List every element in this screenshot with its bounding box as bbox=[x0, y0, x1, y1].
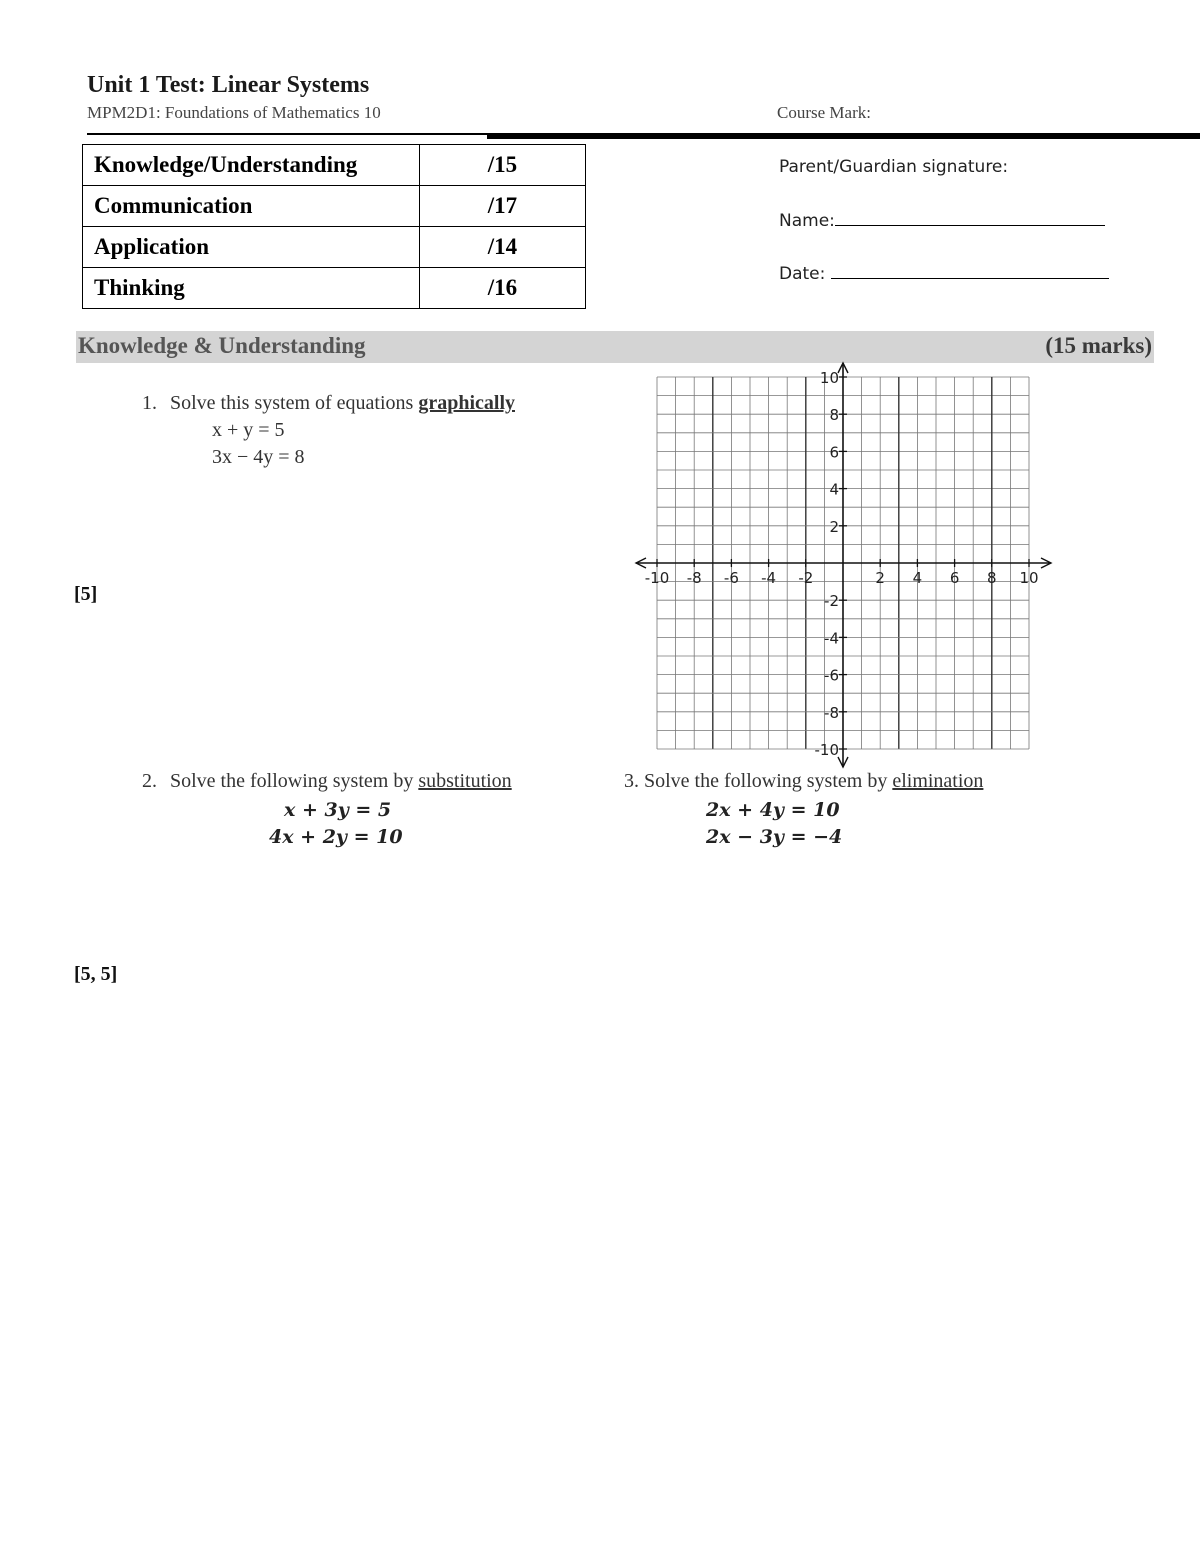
y-tick-label: 10 bbox=[819, 369, 839, 387]
q1-equation-2: 3x − 4y = 8 bbox=[212, 446, 305, 468]
y-tick-label: -6 bbox=[824, 666, 839, 685]
marks-table bbox=[82, 144, 586, 309]
table-row bbox=[83, 145, 586, 186]
grid-axes bbox=[636, 363, 1051, 767]
score-cell: /17 bbox=[420, 186, 586, 227]
name-field-row bbox=[779, 209, 1105, 231]
y-tick-label: 8 bbox=[829, 406, 839, 425]
category-cell: Application bbox=[83, 227, 420, 268]
x-tick-label: 6 bbox=[949, 569, 960, 587]
category-cell: Thinking bbox=[83, 268, 420, 309]
question-text: 3. Solve the following system by bbox=[624, 770, 893, 792]
x-tick-label: 4 bbox=[912, 569, 923, 587]
q1-marks: [5] bbox=[74, 583, 98, 605]
x-tick-label: 8 bbox=[987, 569, 997, 587]
name-label: Name: bbox=[779, 211, 835, 231]
course-subtitle: MPM2D1: Foundations of Mathematics 10 bbox=[87, 103, 381, 122]
question-method: substitution bbox=[418, 770, 512, 792]
name-line[interactable] bbox=[835, 209, 1105, 226]
y-tick-label: 6 bbox=[829, 443, 839, 462]
q2-equation-1: x + 3y = 5 bbox=[284, 799, 392, 821]
y-tick-label: -8 bbox=[824, 703, 839, 722]
signature-label: Parent/Guardian signature: bbox=[779, 157, 1009, 177]
question-3 bbox=[624, 770, 983, 793]
section-marks: (15 marks) bbox=[1045, 333, 1152, 358]
header-rule-thin bbox=[87, 133, 487, 135]
score-cell: /14 bbox=[420, 227, 586, 268]
score-cell: /16 bbox=[420, 268, 586, 309]
coordinate-grid bbox=[620, 355, 1070, 770]
x-tick-label: -2 bbox=[798, 569, 814, 587]
q3-equation-2: 2x − 3y = −4 bbox=[706, 826, 843, 848]
q2-equation-2: 4x + 2y = 10 bbox=[269, 826, 403, 848]
score-cell: /15 bbox=[420, 145, 586, 186]
q1-equation-1: x + y = 5 bbox=[212, 419, 285, 441]
x-tick-label: -6 bbox=[723, 569, 739, 587]
date-line[interactable] bbox=[831, 262, 1109, 279]
question-emphasis: graphically bbox=[418, 392, 515, 414]
table-row bbox=[83, 227, 586, 268]
y-tick-label: 2 bbox=[829, 517, 839, 536]
y-tick-label: -10 bbox=[814, 741, 839, 759]
question-number: 1. bbox=[142, 392, 157, 414]
grid-labels bbox=[645, 369, 1039, 759]
question-text: Solve this system of equations bbox=[170, 392, 419, 414]
category-cell: Knowledge/Understanding bbox=[83, 145, 420, 186]
date-field-row bbox=[779, 262, 1109, 284]
y-tick-label: -4 bbox=[824, 629, 839, 648]
x-tick-label: -4 bbox=[761, 569, 777, 587]
x-tick-label: -8 bbox=[686, 569, 702, 587]
section-title: Knowledge & Understanding bbox=[78, 333, 366, 358]
question-method: elimination bbox=[892, 770, 984, 792]
x-tick-label: 2 bbox=[875, 569, 885, 587]
question-2 bbox=[142, 770, 512, 793]
y-tick-label: -2 bbox=[824, 592, 839, 611]
table-row bbox=[83, 268, 586, 309]
question-text: Solve the following system by bbox=[170, 770, 419, 792]
y-tick-label: 4 bbox=[829, 480, 839, 499]
q3-equation-1: 2x + 4y = 10 bbox=[706, 799, 840, 821]
question-1 bbox=[142, 392, 515, 415]
category-cell: Communication bbox=[83, 186, 420, 227]
q23-marks: [5, 5] bbox=[74, 963, 118, 985]
test-title: Unit 1 Test: Linear Systems bbox=[87, 72, 370, 98]
x-tick-label: -10 bbox=[644, 569, 670, 587]
date-label: Date: bbox=[779, 264, 826, 284]
table-row bbox=[83, 186, 586, 227]
header-rule-thick bbox=[487, 133, 1200, 139]
question-number: 2. bbox=[142, 770, 157, 792]
course-mark-label: Course Mark: bbox=[777, 103, 871, 122]
x-tick-label: 10 bbox=[1019, 569, 1039, 587]
